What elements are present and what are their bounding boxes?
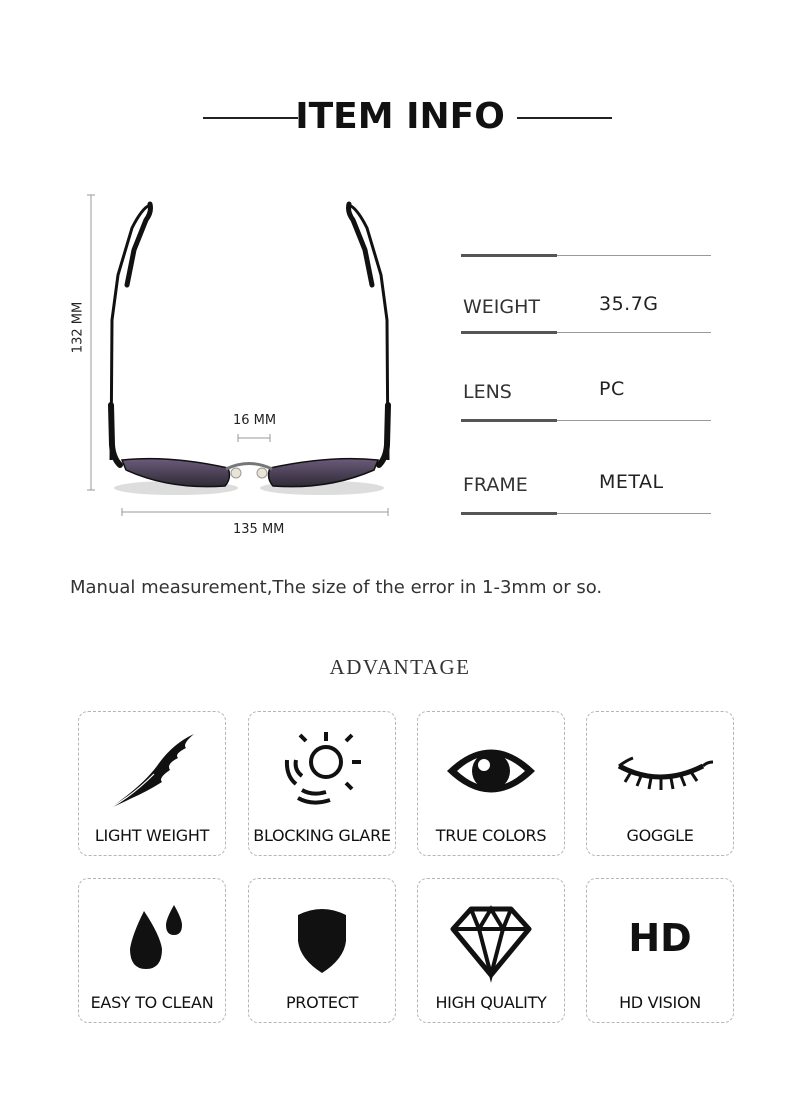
spec-value-frame: METAL (599, 471, 664, 493)
sunglasses-top-view-image (60, 190, 420, 550)
feature-label: HD VISION (619, 993, 701, 1012)
feature-card-blocking-glare (248, 711, 396, 856)
feather-icon (102, 726, 202, 816)
spec-label-frame: FRAME (463, 474, 528, 496)
feature-label: TRUE COLORS (435, 826, 547, 845)
spec-value-weight: 35.7G (599, 293, 659, 315)
page-title: ITEM INFO (295, 96, 505, 137)
feature-card-high-quality (417, 878, 565, 1023)
measurement-note: Manual measurement,The size of the error in 1-3mm or so. (70, 577, 603, 598)
closed-eye-icon (605, 726, 715, 816)
feature-label: HIGH QUALITY (435, 993, 547, 1012)
feature-card-hd-vision (586, 878, 734, 1023)
feature-label: EASY TO CLEAN (90, 993, 214, 1012)
feature-card-protect (248, 878, 396, 1023)
diamond-icon (441, 893, 541, 983)
spec-value-lens: PC (599, 378, 625, 400)
feature-card-easy-to-clean (78, 878, 226, 1023)
height-dimension-label: 132 MM (70, 301, 86, 354)
spec-divider (461, 255, 711, 256)
feature-card-true-colors (417, 711, 565, 856)
advantage-heading: ADVANTAGE (329, 655, 471, 679)
feature-label: GOGGLE (626, 826, 694, 845)
spec-divider (461, 513, 711, 514)
spec-label-weight: WEIGHT (463, 296, 541, 318)
width-dimension-label: 135 MM (233, 522, 285, 537)
hd-icon: HD (628, 916, 692, 960)
feature-label: LIGHT WEIGHT (94, 826, 210, 845)
spec-divider (461, 332, 711, 333)
bridge-dimension-label: 16 MM (233, 413, 277, 428)
feature-label: BLOCKING GLARE (253, 826, 391, 845)
spec-label-lens: LENS (463, 381, 512, 403)
feature-card-light-weight (78, 711, 226, 856)
feature-card-goggle (586, 711, 734, 856)
sun-glare-icon (272, 726, 372, 816)
spec-divider (461, 420, 711, 421)
feature-label: PROTECT (285, 993, 359, 1012)
shield-icon (272, 893, 372, 983)
eye-icon (441, 726, 541, 816)
water-drops-icon (102, 893, 202, 983)
